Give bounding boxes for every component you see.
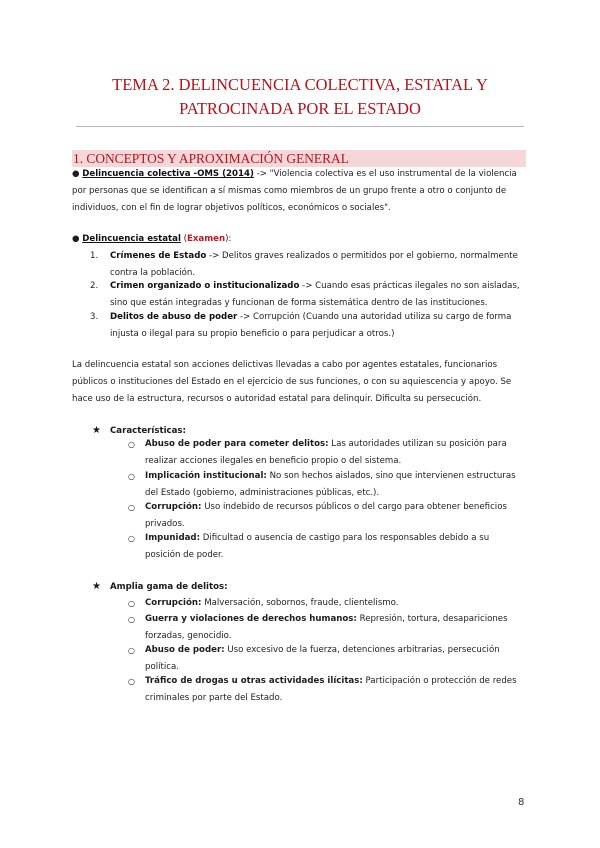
item-text-1: No son hechos aislados, sino que intervienen estructuras <box>266 471 516 481</box>
bullet: ● <box>72 169 80 179</box>
item-text-2: del Estado (gobierno, administraciones públicas, etc.). <box>145 488 380 498</box>
colectiva-paragraph <box>72 166 528 217</box>
item-text-2: privados. <box>145 519 185 529</box>
colectiva-text-1: -> "Violencia colectiva es el uso instrumental de la violencia <box>253 169 517 179</box>
circle-bullet-icon: ○ <box>128 472 135 481</box>
item-text-1: Uso excesivo de la fuerza, detenciones arbitrarias, persecución <box>224 645 500 655</box>
item-text-1: -> Cuando esas prácticas ilegales no son aisladas, <box>299 281 520 291</box>
item-text-2: política. <box>145 662 179 672</box>
delitos-heading <box>92 578 228 596</box>
estatal-term: Delincuencia estatal <box>82 234 181 244</box>
item-number: 1. <box>90 251 99 261</box>
bullet: ● <box>72 234 80 244</box>
definition-line-3: hace uso de la estructura, recursos o autoridad estatal para delinquir. Dificulta su persecución. <box>72 394 482 404</box>
definition-line-1: La delincuencia estatal son acciones delictivas llevadas a cabo por agentes estatales, funcionarios <box>72 360 498 370</box>
item-text-2: posición de poder. <box>145 550 224 560</box>
circle-bullet-icon: ○ <box>128 440 135 449</box>
item-text-1: -> Corrupción (Cuando una autoridad utiliza su cargo de forma <box>237 312 512 322</box>
item-term: Abuso de poder: <box>145 645 225 655</box>
delitos-label: Amplia gama de delitos: <box>110 582 228 592</box>
exam-badge: Examen <box>187 234 226 244</box>
item-text-2: realizar acciones ilegales en beneficio propio o del sistema. <box>145 456 402 466</box>
star-icon: ★ <box>92 581 101 592</box>
star-icon: ★ <box>92 425 101 436</box>
definition-paragraph <box>72 357 528 408</box>
section-heading: 1. CONCEPTOS Y APROXIMACIÓN GENERAL <box>72 150 526 167</box>
item-term: Corrupción: <box>145 502 202 512</box>
circle-bullet-icon: ○ <box>128 646 135 655</box>
item-number: 2. <box>90 281 99 291</box>
item-text-1: Represión, tortura, desapariciones <box>356 614 508 624</box>
item-term: Crimen organizado o institucionalizado <box>110 281 300 291</box>
item-text-2: forzadas, genocidio. <box>145 631 232 641</box>
page-title <box>70 73 530 121</box>
item-term: Impunidad: <box>145 533 201 543</box>
item-text-1: -> Delitos graves realizados o permitidos por el gobierno, normalmente <box>206 251 518 261</box>
item-text-2: criminales por parte del Estado. <box>145 693 283 703</box>
item-term: Abuso de poder para cometer delitos: <box>145 439 329 449</box>
circle-bullet-icon: ○ <box>128 599 135 608</box>
item-text-1: Las autoridades utilizan su posición para <box>328 439 507 449</box>
caracteristicas-label: Características: <box>110 426 186 436</box>
item-number: 3. <box>90 312 99 322</box>
estatal-close: ): <box>225 234 232 244</box>
item-term: Guerra y violaciones de derechos humanos: <box>145 614 357 624</box>
item-text-1: Malversación, sobornos, fraude, clientelismo. <box>201 598 399 608</box>
circle-bullet-icon: ○ <box>128 677 135 686</box>
item-text-2: contra la población. <box>110 268 196 278</box>
item-term: Implicación institucional: <box>145 471 267 481</box>
item-term: Tráfico de drogas u otras actividades ilícitas: <box>145 676 363 686</box>
colectiva-text-3: individuos, con el fin de lograr objetivos políticos, económicos o sociales". <box>72 203 391 213</box>
item-term: Corrupción: <box>145 598 202 608</box>
circle-bullet-icon: ○ <box>128 615 135 624</box>
item-term: Crímenes de Estado <box>110 251 207 261</box>
item-text-1: Dificultad o ausencia de castigo para los responsables debido a su <box>200 533 490 543</box>
circle-bullet-icon: ○ <box>128 503 135 512</box>
colectiva-term: Delincuencia colectiva -OMS (2014) <box>82 169 254 179</box>
circle-bullet-icon: ○ <box>128 534 135 543</box>
title-divider <box>76 126 524 127</box>
estatal-open: ( <box>180 234 187 244</box>
title-line-1: TEMA 2. DELINCUENCIA COLECTIVA, ESTATAL Y <box>112 75 488 94</box>
item-text-1: Uso indebido de recursos públicos o del cargo para obtener beneficios <box>201 502 507 512</box>
title-line-2: PATROCINADA POR EL ESTADO <box>179 99 421 118</box>
page-number: 8 <box>518 797 525 808</box>
item-text-1: Participación o protección de redes <box>362 676 517 686</box>
item-text-2: injusta o ilegal para su propio beneficio o para perjudicar a otros.) <box>110 329 395 339</box>
item-term: Delitos de abuso de poder <box>110 312 238 322</box>
estatal-heading <box>72 231 528 248</box>
item-text-2: sino que están integradas y funcionan de forma sistemática dentro de las instituciones. <box>110 298 488 308</box>
definition-line-2: públicos o instituciones del Estado en el ejercicio de sus funciones, o con su aquiescencia y apoyo. Se <box>72 377 512 387</box>
colectiva-text-2: por personas que se identifican a sí mismas como miembros de un grupo frente a otro o conjunto de <box>72 186 507 196</box>
